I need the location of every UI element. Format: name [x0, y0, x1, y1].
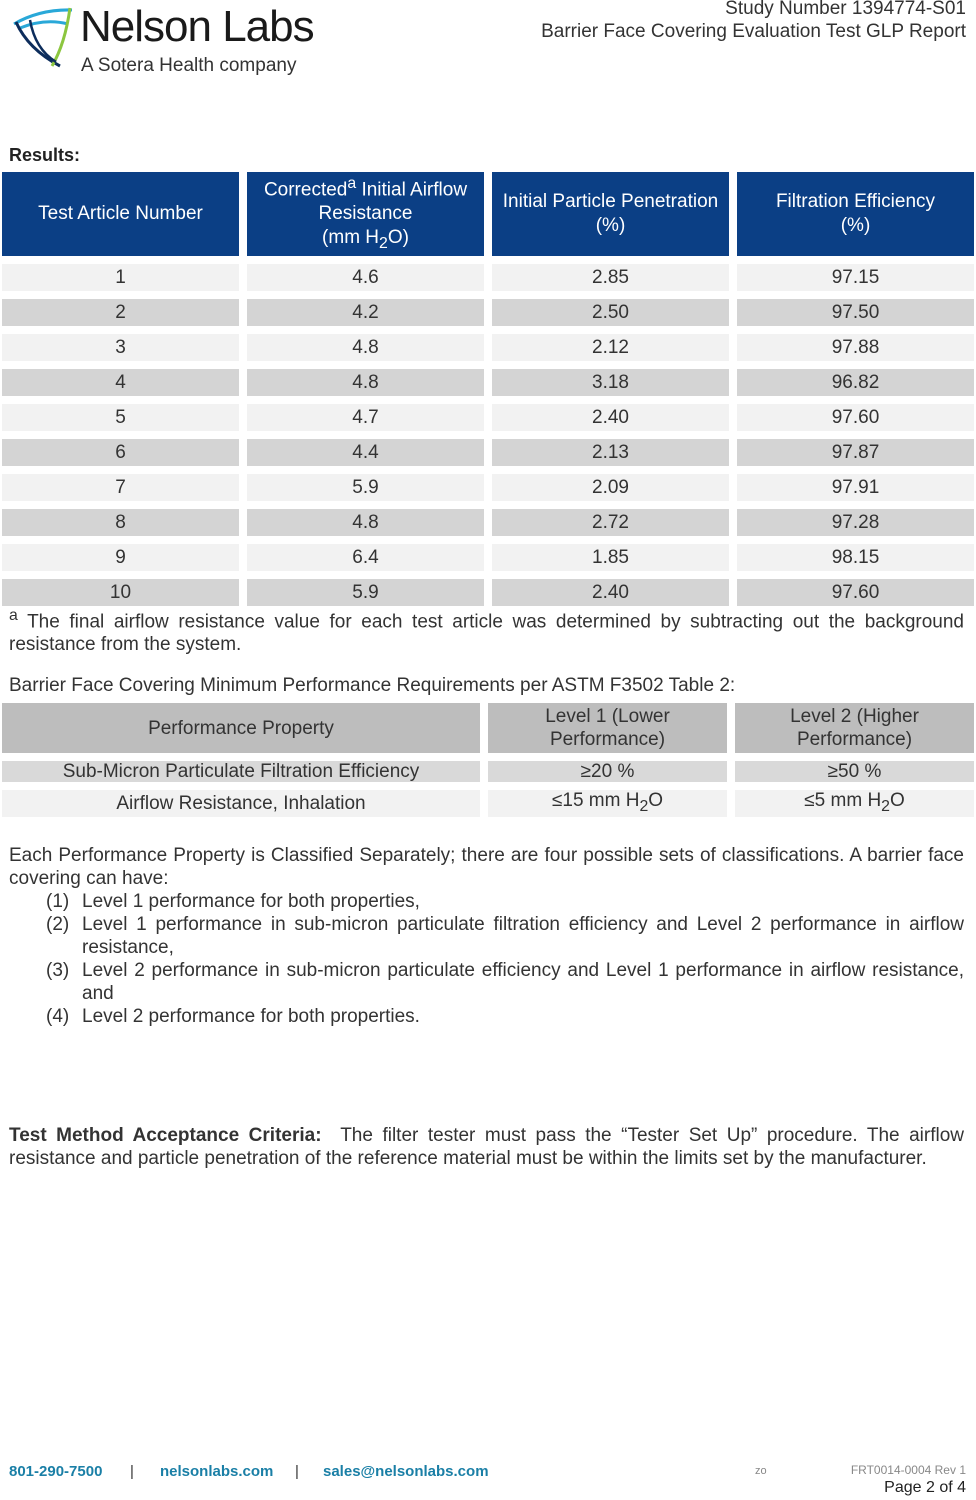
table-cell: 2 [2, 299, 239, 326]
table-cell: 2.12 [492, 334, 729, 361]
acceptance-label: Test Method Acceptance Criteria: [9, 1125, 322, 1146]
table-cell: 2.85 [492, 264, 729, 291]
list-number: (3) [46, 960, 70, 981]
results-table [0, 164, 976, 614]
requirements-table [0, 695, 976, 825]
classification-intro: Each Performance Property is Classified Separately; there are four possible sets of classifications. A barrier face covering can have: [9, 845, 964, 889]
table-cell: 6 [2, 439, 239, 466]
footer-website-link[interactable]: nelsonlabs.com [160, 1463, 274, 1480]
results-footnote [9, 604, 964, 656]
table-cell: ≤15 mm $H_2O$ [488, 790, 727, 817]
table-row [2, 299, 974, 326]
column-header: Test Article Number [2, 172, 239, 256]
column-header: Performance Property [2, 703, 480, 753]
table-cell: 97.60 [737, 404, 974, 431]
column-header: Filtration Efficiency (%) [737, 172, 974, 256]
table-cell: 3.18 [492, 369, 729, 396]
table-cell: 4.6 [247, 264, 484, 291]
table-cell: 6.4 [247, 544, 484, 571]
logo-name: Nelson Labs [80, 2, 314, 51]
report-title: Barrier Face Covering Evaluation Test GLP Report [541, 21, 966, 42]
table-row [2, 264, 974, 291]
table-cell: 97.60 [737, 579, 974, 606]
list-item [9, 1005, 964, 1028]
table-cell: 1 [2, 264, 239, 291]
table-cell: 97.50 [737, 299, 974, 326]
table-cell: 4.7 [247, 404, 484, 431]
list-number: (4) [46, 1006, 70, 1027]
classification-section [9, 844, 964, 1028]
table-cell: 2.72 [492, 509, 729, 536]
table-cell: 2.50 [492, 299, 729, 326]
table-cell: 2.40 [492, 579, 729, 606]
page-number: Page 2 of 4 [884, 1479, 966, 1496]
footnote-text: The final airflow resistance value for each test article was determined by subtracting out the background resistance from the system. [9, 611, 964, 656]
table-cell: 2.40 [492, 404, 729, 431]
acceptance-text: The filter tester must pass the “Tester Set Up” procedure. The airflow resistance and particle penetration of the reference material must be within the limits set by the manufacturer. [9, 1125, 964, 1169]
table-row [2, 334, 974, 361]
table-cell: 97.88 [737, 334, 974, 361]
logo-subtitle: A Sotera Health company [81, 55, 297, 76]
table-cell: 5 [2, 404, 239, 431]
table-cell: 4.2 [247, 299, 484, 326]
list-number: (1) [46, 891, 70, 912]
table-cell: 4.8 [247, 369, 484, 396]
table-cell: 4.8 [247, 334, 484, 361]
list-text: Level 2 performance for both properties. [82, 1006, 420, 1027]
list-text: Level 1 performance for both properties, [82, 891, 420, 912]
table-cell: ≤5 mm $H_2O$ [735, 790, 974, 817]
table-cell: 2.09 [492, 474, 729, 501]
footer-phone[interactable]: 801-290-7500 [9, 1463, 103, 1480]
table-cell: 96.82 [737, 369, 974, 396]
column-header: Corrected$^a$ Initial Airflow Resistance (mm $H_2O$) [247, 172, 484, 256]
column-header: Level 1 (Lower Performance) [488, 703, 727, 753]
list-item [9, 959, 964, 1005]
table-cell: 8 [2, 509, 239, 536]
table-cell: 97.28 [737, 509, 974, 536]
requirements-label: Barrier Face Covering Minimum Performance Requirements per ASTM F3502 Table 2: [9, 675, 736, 696]
table-row [2, 404, 974, 431]
table-cell: 2.13 [492, 439, 729, 466]
table-row [2, 790, 974, 817]
table-row [2, 369, 974, 396]
table-cell: 4 [2, 369, 239, 396]
list-number: (2) [46, 914, 70, 935]
table-row [2, 579, 974, 606]
table-cell: 5.9 [247, 474, 484, 501]
table-cell: 9 [2, 544, 239, 571]
column-header: Initial Particle Penetration (%) [492, 172, 729, 256]
list-item [9, 913, 964, 959]
table-cell: 4.8 [247, 509, 484, 536]
footer-initials: zo [755, 1465, 767, 1477]
table-row [2, 474, 974, 501]
table-row [2, 509, 974, 536]
table-cell: 1.85 [492, 544, 729, 571]
footer-separator: | [130, 1463, 134, 1480]
study-number: Study Number 1394774-S01 [725, 0, 966, 19]
column-header: Level 2 (Higher Performance) [735, 703, 974, 753]
table-cell: Airflow Resistance, Inhalation [2, 790, 480, 817]
table-cell: 7 [2, 474, 239, 501]
list-text: Level 2 performance in sub-micron particulate efficiency and Level 1 performance in airflow resistance, and [82, 960, 964, 1004]
list-item [9, 890, 964, 913]
table-cell: 97.15 [737, 264, 974, 291]
table-cell: ≥50 % [735, 761, 974, 782]
list-text: Level 1 performance in sub-micron particulate filtration efficiency and Level 2 performance in airflow resistance, [82, 914, 964, 958]
table-cell: 4.4 [247, 439, 484, 466]
table-row [2, 439, 974, 466]
table-row [2, 761, 974, 782]
footnote-mark: a [9, 607, 18, 624]
nelson-labs-logo-icon [10, 4, 74, 68]
table-row [2, 544, 974, 571]
footer-email-link[interactable]: sales@nelsonlabs.com [323, 1463, 489, 1480]
footer-separator: | [295, 1463, 299, 1480]
footer-form-number: FRT0014-0004 Rev 1 [850, 1463, 966, 1477]
table-cell: 97.91 [737, 474, 974, 501]
table-cell: 97.87 [737, 439, 974, 466]
table-cell: ≥20 % [488, 761, 727, 782]
table-cell: 10 [2, 579, 239, 606]
table-cell: 3 [2, 334, 239, 361]
results-label: Results: [9, 145, 81, 165]
table-cell: 5.9 [247, 579, 484, 606]
acceptance-criteria [9, 1124, 964, 1170]
table-cell: Sub-Micron Particulate Filtration Efficiency [2, 761, 480, 782]
table-cell: 98.15 [737, 544, 974, 571]
